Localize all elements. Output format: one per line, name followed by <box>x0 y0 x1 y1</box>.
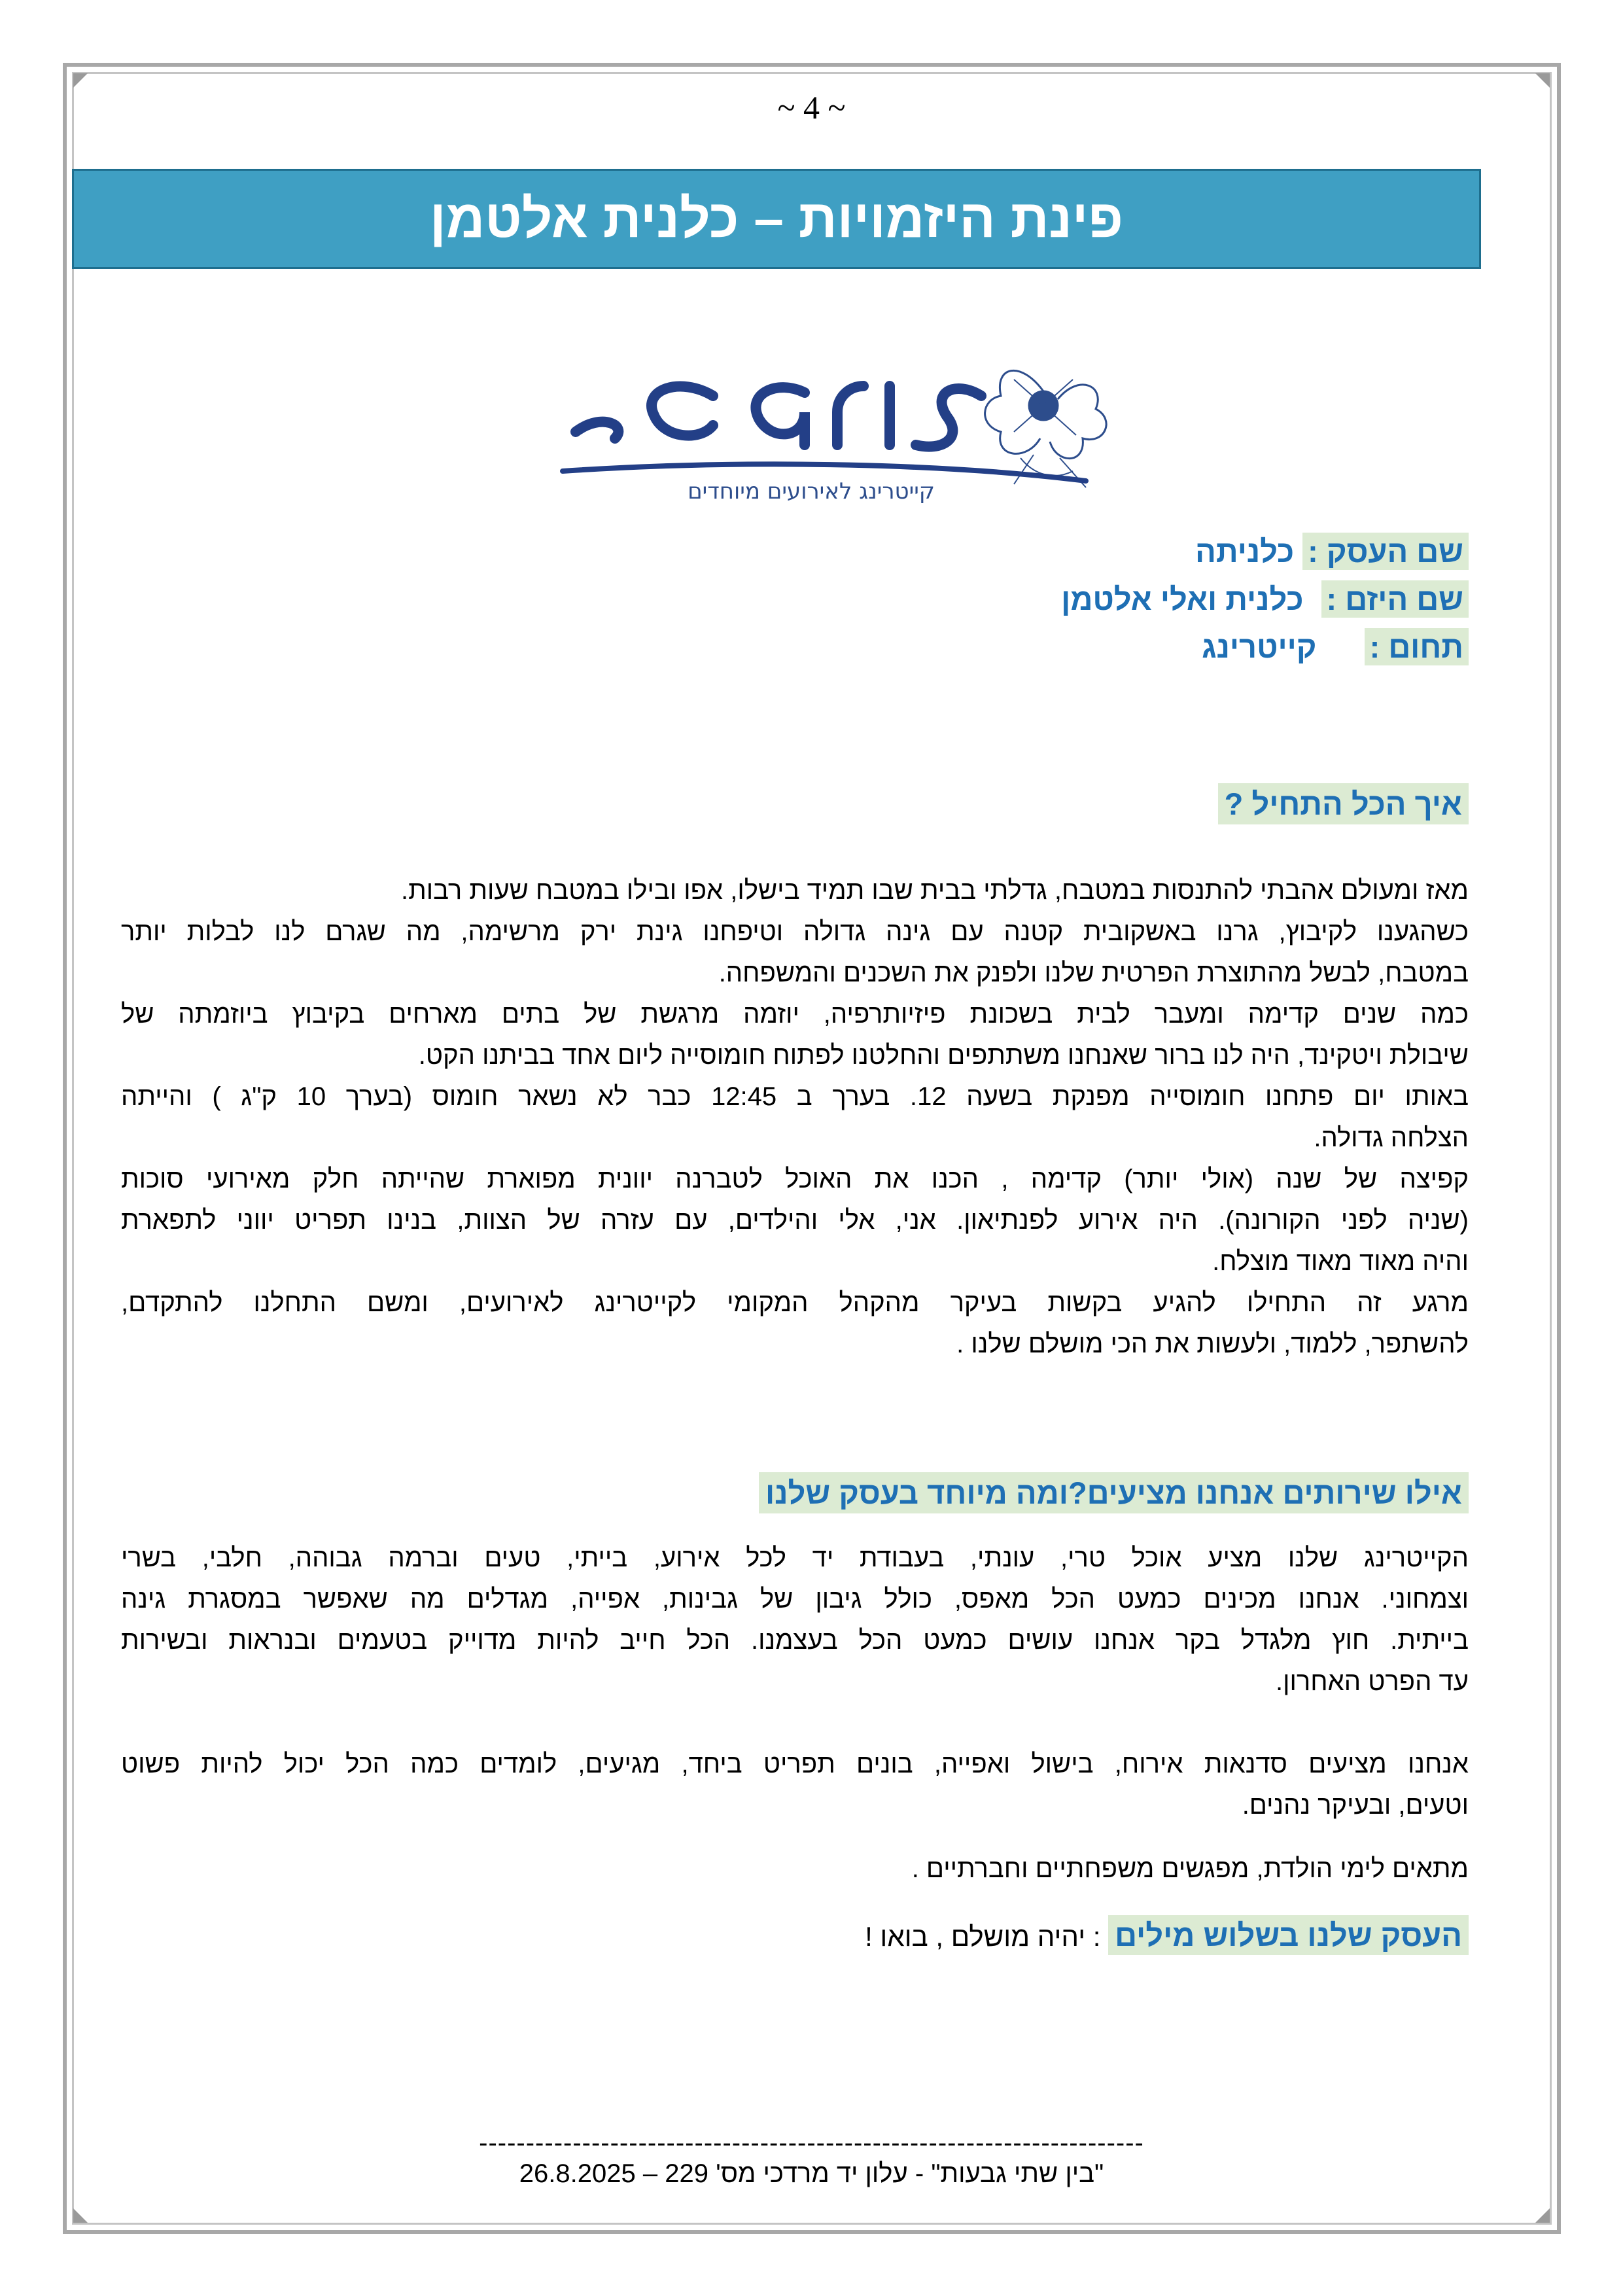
kalanita-logo <box>497 334 1125 504</box>
domain-value: קייטרינג <box>1202 629 1317 664</box>
section2-line: וטעים, ובעיקר נהנים. <box>1242 1791 1469 1820</box>
section2-line: אנחנו מציעים סדנאות אירוח, בישול ואפייה, בונים תפריט ביחד, מגיעים, לומדים כמה הכל יכול להיות פשוט <box>121 1750 1469 1778</box>
logo-wordmark <box>563 386 1086 481</box>
page-number: ~ 4 ~ <box>777 89 846 126</box>
frame-corner-top-left <box>73 73 88 88</box>
section1-line: באותו יום פתחנו חומוסייה מפנקת בשעה 12. בערך ב 12:45 כבר לא נשאר חומוס (בערך 10 ק"ג ) והייתה <box>121 1082 1469 1111</box>
title-banner <box>72 169 1481 269</box>
entrepreneur-row <box>1061 581 1469 617</box>
section2-line: וצמחוני. אנחנו מכינים כמעט הכל מאפס, כולל גיבון של גבינות, אפייה, מגדלים מה שאפשר במסגרת גינה <box>121 1585 1469 1614</box>
footer-text: "בין שתי גבעות" - עלון יד מרדכי מס' 229 – 26.8.2025 <box>519 2159 1104 2188</box>
section2-line: עד הפרט האחרון. <box>1276 1667 1469 1696</box>
section2-heading: אילו שירותים אנחנו מציעים?ומה מיוחד בעסק שלנו <box>759 1472 1469 1513</box>
frame-corner-bottom-left <box>73 2208 88 2223</box>
frame-corner-bottom-right <box>1535 2208 1550 2223</box>
section1-line: מרגע זה התחילו להגיע בקשות בעיקר מהקהל המקומי לקייטרינג לאירועים, ומשם התחלנו להתקדם, <box>121 1288 1469 1317</box>
section1-line: הצלחה גדולה. <box>1314 1123 1469 1152</box>
footer-divider: ----------------------------------------------------------------------- <box>479 2128 1144 2157</box>
business-name-value: כלניתה <box>1195 534 1295 569</box>
section2-line: בייתית. חוץ מלגדל בקר אנחנו עושים כמעט הכל בעצמנו. הכל חייב להיות מדוייק בטעמים ובנראות ובשירות <box>121 1626 1469 1655</box>
three-words-row <box>865 1917 1469 1953</box>
section2-para3 <box>121 1848 1469 1890</box>
section2-para2 <box>121 1744 1469 1826</box>
three-words-text: : יהיה מושלם , בואו ! <box>865 1921 1101 1952</box>
section1-line: והיה מאוד מאוד מוצלח. <box>1212 1247 1469 1276</box>
banner-title: פינת היזמויות – כלנית אלטמן <box>429 188 1124 249</box>
section1-line: כמה שנים קדימה ומעבר לבית בשכונת פיזיותרפיה, יוזמה מרגשת של בתים מארחים בקיבוץ ביוזמתה של <box>121 1000 1469 1029</box>
three-words-label: העסק שלנו בשלוש מילים <box>1108 1915 1469 1955</box>
section1-body <box>121 870 1469 1365</box>
section1-line: כשהגענו לקיבוץ, גרנו באשקובית קטנה עם גינה גדולה וטיפחנו גינת ירק מרשימה, מה שגרם לנו לבלות יותר <box>121 917 1469 946</box>
section2-para1 <box>121 1538 1469 1703</box>
business-name-row <box>1195 533 1469 569</box>
logo-tagline: קייטרינג לאירועים מיוחדים <box>688 478 935 504</box>
section1-heading: איך הכל התחיל ? <box>1218 783 1469 824</box>
section2-line: הקייטרינג שלנו מציע אוכל טרי, עונתי, בעבודת יד לכל אירוע, בייתי, טעים וברמה גבוהה, חלבי, בשרי <box>121 1544 1469 1572</box>
section2-line: מתאים לימי הולדת, מפגשים משפחתיים וחברתיים . <box>911 1854 1469 1883</box>
section1-line: קפיצה של שנה (אולי יותר) קדימה , הכנו את האוכל לטברנה יוונית מפוארת שהייתה חלק מאירועי סוכות <box>121 1165 1469 1193</box>
section1-line: במטבח, לבשל מהתוצרת הפרטית שלנו ולפנק את השכנים והמשפחה. <box>718 959 1469 987</box>
section1-line: להשתפר, ללמוד, ולעשות את הכי מושלם שלנו . <box>956 1330 1469 1358</box>
section1-line: (שניה לפני הקורונה). היה אירוע לפנתיאון. אני, אלי והילדים, עם עזרה של הצוות, בנינו תפריט יווני לתפארת <box>121 1206 1469 1235</box>
domain-row <box>1202 629 1469 665</box>
entrepreneur-value: כלנית ואלי אלטמן <box>1061 582 1304 616</box>
section1-line: מאז ומעולם אהבתי להתנסות במטבח, גדלתי בבית שבו תמיד בישלו, אפו ובילו במטבח שעות רבות. <box>401 876 1469 905</box>
business-name-label: שם העסק : <box>1302 533 1469 570</box>
section1-line: שיבולת ויטקינד, היה לנו ברור שאנחנו משתתפים והחלטנו לפתוח חומוסייה ליום אחד בביתנו הקט. <box>418 1041 1469 1070</box>
frame-corner-top-right <box>1535 73 1550 88</box>
entrepreneur-label: שם היזם : <box>1321 580 1469 618</box>
domain-label: תחום : <box>1365 628 1469 665</box>
